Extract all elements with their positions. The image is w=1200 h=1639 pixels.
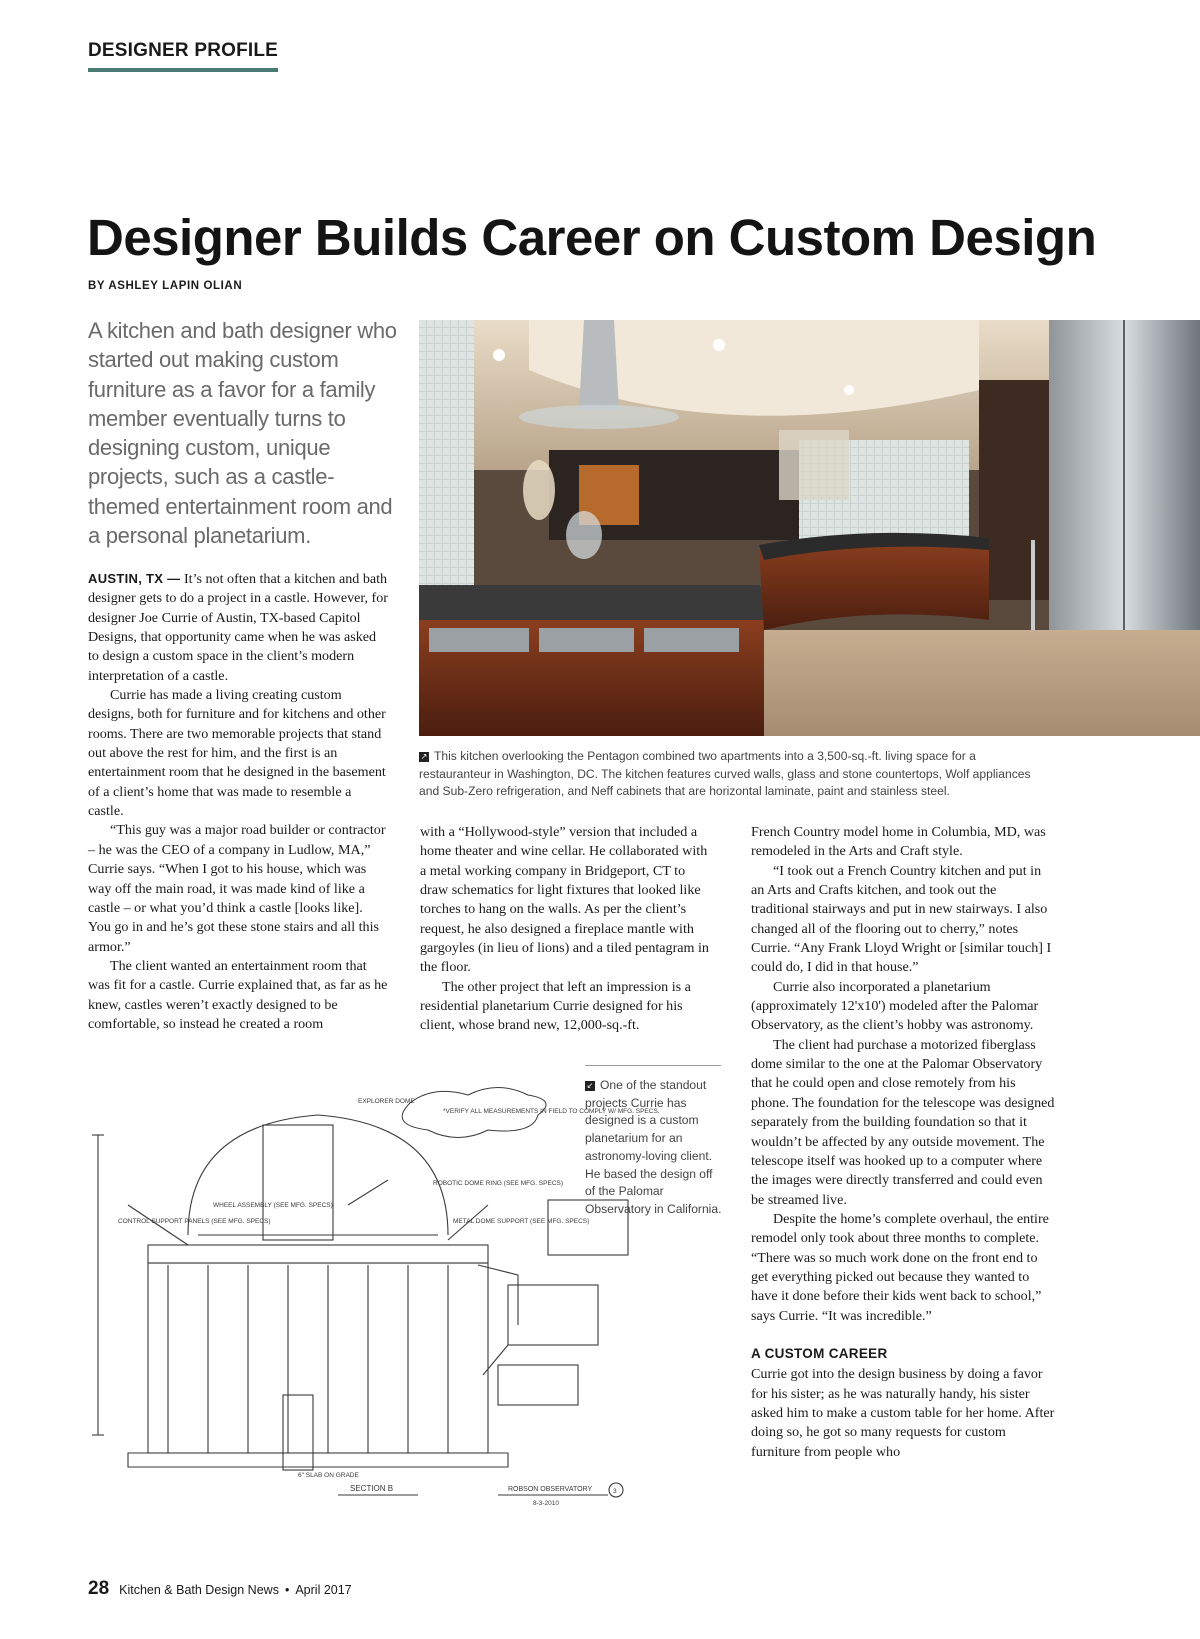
body-paragraph: The client had purchase a motorized fiberglass dome similar to the one at the Palomar Observatory that he could open and close remotely from his phone. The foundation for the telescope was designed separately from the building foundation so that it wouldn’t be affected by any outside movement. The telescope itself was hooked up to a computer where the images were directly transferred and could even be streamed live. [751,1036,1055,1208]
planetarium-drawing [88,1075,738,1545]
headline: Designer Builds Career on Custom Design [87,209,1097,266]
body-paragraph: “I took out a French Country kitchen and put in an Arts and Crafts kitchen, and took out the traditional stairways and put in new stairways. I also changed all of the flooring out to cherry,” notes Currie. “Any Frank Lloyd Wright or [similar touch] I could do, I did in that house.” [751,862,1052,976]
body-column-3 [751,823,1056,1462]
body-paragraph: The other project that left an impression is a residential planetarium Currie designed for his client, whose brand new, 12,000-sq.-ft. [420,978,691,1034]
body-paragraph: Currie also incorporated a planetarium (approximately 12'x10') modeled after the Palomar Observatory, as the client’s hobby was astronomy. [751,978,1039,1034]
byline: BY ASHLEY LAPIN OLIAN [88,280,243,292]
drawing-label: ROBSON OBSERVATORY [508,1486,593,1493]
body-paragraph: Currie has made a living creating custom designs, both for furniture and for kitchens and other rooms. There are two memorable projects that stand out above the rest for him, and the first is an entertainment room that he designed in the basement of a client’s home that was made to resemble a castle. [88,687,386,820]
deck: A kitchen and bath designer who started out making custom furniture as a favor for a family member eventually turns to designing custom, unique projects, such as a castle-themed entertainment room and a personal planetarium. [88,318,397,549]
drawing-caption: ↙ One of the standout projects Currie has designed is a custom planetarium for an astronomy-loving client. He based the design off of the Palomar Observatory in California. [585,1078,722,1216]
footer-separator: • [284,1583,290,1597]
kitchen-photo [419,320,1200,736]
page-footer [88,1578,352,1600]
drawing-label: ROBOTIC DOME RING (SEE MFG. SPECS) [433,1180,564,1187]
caption-rule [585,1065,721,1066]
caption-arrow-icon: ↙ [586,1081,594,1090]
drawing-label: SECTION B [350,1484,394,1493]
drawing-label: METAL DOME SUPPORT (SEE MFG. SPECS) [453,1218,590,1225]
body-column-2 [420,823,716,1036]
drawing-label: 8-3-2010 [533,1500,560,1507]
drawing-label: 6" SLAB ON GRADE [298,1472,359,1479]
body-paragraph: The client wanted an entertainment room that was fit for a castle. Currie explained that, as far as he knew, castles weren’t exactly designed to be comfortable, so instead he created a room [88,957,388,1032]
drawing-label: 3 [613,1488,617,1495]
drawing-label: *VERIFY ALL MEASUREMENTS IN FIELD TO COMPLY W/ MFG. SPECS. [443,1108,660,1115]
body-paragraph: with a “Hollywood-style” version that included a home theater and wine cellar. He collaborated with a metal working company in Bridgeport, CT to draw schematics for light fixtures that looked like torches to hang on the walls. As per the client’s request, he also designed a fireplace mantle with gargoyles (in lieu of lions) and a tiled pentagram in the floor. [420,824,709,976]
body-paragraph: French Country model home in Columbia, MD, was remodeled in the Arts and Craft style. [751,824,1046,860]
drawing-label: EXPLORER DOME [358,1098,415,1105]
caption-arrow-icon: ↗ [420,752,428,761]
drawing-label: WHEEL ASSEMBLY (SEE MFG. SPECS) [213,1202,333,1209]
subhead: A CUSTOM CAREER [751,1345,888,1361]
drawing-label: CONTROL SUPPORT PANELS (SEE MFG. SPECS) [118,1218,271,1225]
body-paragraph: “This guy was a major road builder or contractor – he was the CEO of a company in Ludlow, MA,” Currie says. “When I got to his house, which was way off the main road, it was made kind of like a castle – or what you’d think a castle [looks like]. You go in and he’s got these stone stairs and all this armor.” [88,822,386,955]
body-paragraph: Despite the home’s complete overhaul, the entire remodel only took about three months to complete. “There was so much work done on the front end to get everything picked out because they wanted to have it done before their kids went back to school,” says Currie. “It was incredible.” [751,1210,1049,1324]
body-paragraph: Currie got into the design business by doing a favor for his sister; as he was naturally handy, his sister asked him to make a custom table for her home. After doing so, he got so many requests for custom furniture from people who [751,1366,1055,1460]
publication-name: Kitchen & Bath Design News [119,1583,279,1597]
photo-caption: ↗ This kitchen overlooking the Pentagon combined two apartments into a 3,500-sq.-ft. living space for a restauranteur in Washington, DC. The kitchen features curved walls, glass and stone countertops, Wolf appliances and Sub-Zero refrigeration, and Neff cabinets that are horizontal laminate, paint and stainless steel. [419,749,1031,799]
dateline: AUSTIN, TX — [88,571,181,586]
body-column-1 [88,569,388,1034]
section-label: DESIGNER PROFILE [88,40,278,72]
page-number: 28 [88,1578,110,1599]
body-paragraph: AUSTIN, TX — It’s not often that a kitchen and bath designer gets to do a project in a castle. However, for designer Joe Currie of Austin, TX-based Capitol Designs, that opportunity came when he was asked to design a custom space in the client’s modern interpretation of a castle. [88,571,388,684]
issue-date: April 2017 [295,1583,352,1597]
